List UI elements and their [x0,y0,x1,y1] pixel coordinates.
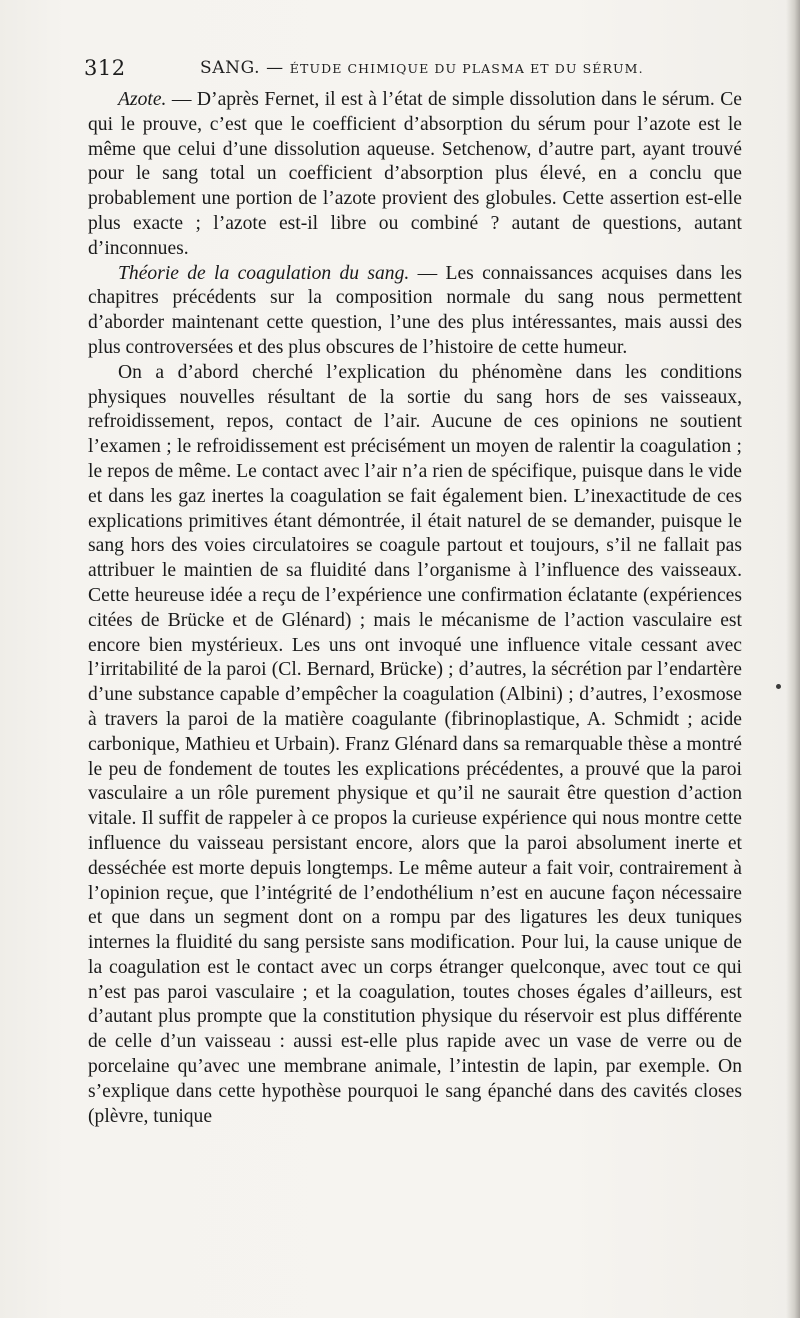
running-head-subtitle: ÉTUDE CHIMIQUE DU PLASMA ET DU SÉRUM. [289,61,644,76]
margin-ink-dot [776,684,781,689]
paragraph-text: — Les connaissances acquises dans les chapitres précédents sur la composition normale du sang nous permettent d’aborder maintenant cette question, l’une des plus intéressantes, mais aussi des plus controversées et des plus obscures de l’histoire de cette humeur. [88,262,743,358]
paragraph-text: — D’après Fernet, il est à l’état de simple dissolution dans le sérum. Ce qui le prouve, c’est que le coefficient d’absorption du sérum pour l’azote est le même que celui d’une dissolution aqueuse. Setchenow, d’autre part, ayant trouvé pour le sang total un coefficient d’absorption plus élevé, en a conclu que probablement une portion de l’azote provient des globules. Cette assertion est-elle plus exacte ; l’azote est-il libre ou combiné ? autant de questions, autant d’inconnues. [88,89,742,259]
paragraph-text: On a d’abord cherché l’explication du phénomène dans les conditions physiques nouvelles résultant de la sortie du sang hors de ses vaisseaux, refroidissement, repos, contact de l’air. Aucune de ces opinions ne soutient l’examen ; le refroidissement est précisément un moyen de ralentir la coagulation ; le repos de même. Le contact avec l’air n’a rien de spécifique, puisque dans le vide et dans les gaz inertes la coagulation se fait également bien. L’inexactitude de ces explications primitives étant démontrée, il était naturel de se demander, puisque le sang hors des voies circulatoires se coagule partout et toujours, s’il ne fallait pas attribuer le maintien de sa fluidité dans l’organisme à l’influence des vaisseaux. Cette heureuse idée a reçu de l’expérience une confirmation éclatante (expériences citées de Brücke et de Glénard) ; mais le mécanisme de l’action vasculaire est encore bien mystérieux. Les uns ont invoqué une influence vitale cessant avec l’irritabilité de la paroi (Cl. Bernard, Brücke) ; d’autres, la sécrétion par l’endartère d’une substance capable d’empêcher la coagulation (Albini) ; d’autres, l’exosmose à travers la paroi de la matière coagulante (fibrinoplastique, A. Schmidt ; acide carbonique, Mathieu et Urbain). Franz Glénard dans sa remarquable thèse a montré le peu de fondement de toutes les explications précédentes, a prouvé que la paroi vasculaire a un rôle purement physique et qu’il ne saurait être question d’action vitale. Il suffit de rappeler à ce propos la curieuse expérience qui nous montre cette influence du vaisseau persistant encore, alors que la paroi absolument inerte et desséchée est morte depuis longtemps. Le même auteur a fait voir, contrairement à l’opinion reçue, que l’intégrité de l’endothélium n’est en aucune façon nécessaire et que dans un segment dont on a rompu par des ligatures les deux tuniques internes la fluidité du sang persiste sans modification. Pour lui, la cause unique de la coagulation est le contact avec un corps étranger quelconque, avec tout ce qui n’est pas paroi vasculaire ; et la coagulation, toutes choses égales d’ailleurs, est d’autant plus prompte que la constitution physique du réservoir est plus différente de celle d’un vaisseau : aussi est-elle plus rapide avec un vase de verre ou de porcelaine qu’avec une membrane animale, l’intestin de lapin, par exemple. On s’explique dans cette hypothèse pourquoi le sang épanché dans des cavités closes (plèvre, tunique [88,361,742,1127]
page-header [84,56,744,84]
page-number: 312 [84,56,126,80]
paragraph-coagulation-theory [88,262,742,361]
paragraph-lead: Azote. [118,89,167,110]
paragraph-azote [88,88,742,262]
page-edge-shadow [786,0,800,1318]
paragraph-lead: Théorie de la coagulation du sang. [118,262,410,284]
body-text [88,88,742,1129]
running-head-main: SANG. — [200,58,290,78]
paragraph-explanations [88,361,742,1130]
running-head [200,58,644,78]
